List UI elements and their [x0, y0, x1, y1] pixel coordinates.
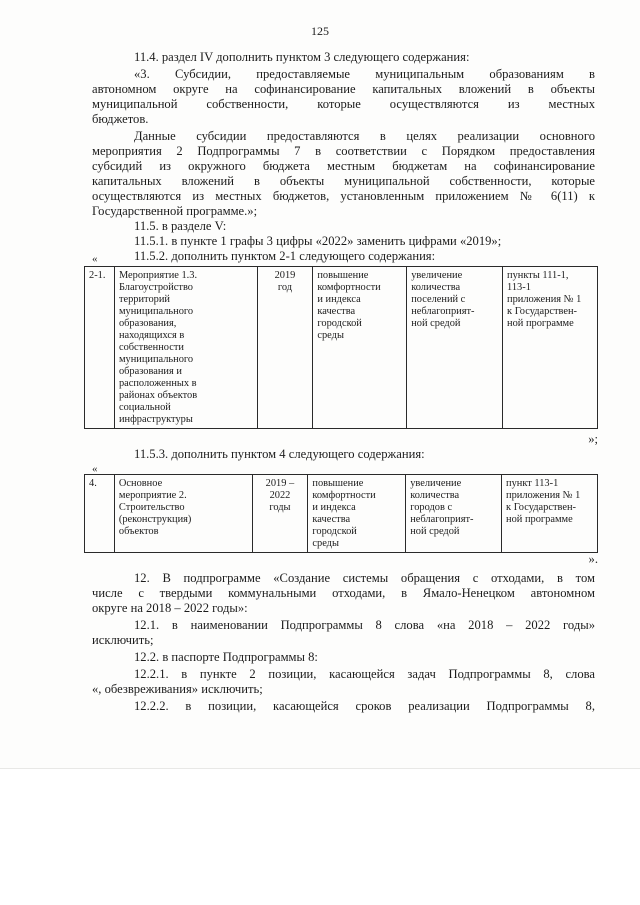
cell-activity-name: Мероприятие 1.3. Благоустройство территорий муниципального образования, находящихся в собственности муниципального образования и расположенных в районах объектов социальной инфраструктуры [114, 267, 257, 429]
quote-paragraph-3-line: муниципальной собственности, которые осуществляются из местных [92, 97, 595, 111]
cell-period: 2019 – 2022 годы [252, 475, 308, 553]
cell-result: увеличение количества городов с неблагоприят- ной средой [406, 475, 502, 553]
close-quote: »; [588, 432, 598, 446]
paragraph-12-2: 12.2. в паспорте Подпрограммы 8: [134, 650, 318, 664]
cell-number: 2-1. [85, 267, 115, 429]
cell-number: 4. [85, 475, 115, 553]
paragraph-11-4: 11.4. раздел IV дополнить пунктом 3 следующего содержания: [134, 50, 470, 64]
cell-activity-name: Основное мероприятие 2. Строительство (реконструкция) объектов [114, 475, 252, 553]
paragraph-12-line: числе с твердыми коммунальными отходами, в Ямало-Ненецком автономном [92, 586, 595, 600]
page-number: 125 [311, 24, 329, 38]
cell-program-points: пункты 111-1, 113-1 приложения № 1 к Государствен- ной программе [503, 267, 598, 429]
paragraph-12-2-1-line: 12.2.1. в пункте 2 позиции, касающейся задач Подпрограммы 8, слова [134, 667, 595, 681]
paragraph-12-2-1-line: «, обезвреживания» исключить; [92, 682, 263, 696]
subsidies-paragraph-line: Данные субсидии предоставляются в целях реализации основного [134, 129, 595, 143]
paragraph-12-line: округе на 2018 – 2022 годы»: [92, 601, 248, 615]
item-11-5-1: 11.5.1. в пункте 1 графы 3 цифры «2022» заменить цифрами «2019»; [134, 234, 502, 248]
quote-paragraph-3-line: бюджетов. [92, 112, 149, 126]
paragraph-12-1-line: исключить; [92, 633, 154, 647]
cell-result: увеличение количества поселений с неблагоприят- ной средой [407, 267, 503, 429]
item-11-5-2: 11.5.2. дополнить пунктом 2-1 следующего содержания: [134, 249, 436, 263]
table-item-2-1 [84, 266, 598, 429]
paragraph-12-1-line: 12.1. в наименовании Подпрограммы 8 слова «на 2018 – 2022 годы» [134, 618, 595, 632]
table-row [85, 475, 598, 553]
cell-program-points: пункт 113-1 приложения № 1 к Государствен- ной программе [502, 475, 598, 553]
table-item-4 [84, 474, 598, 553]
subsidies-paragraph-line: мероприятия 2 Подпрограммы 7 в соответствии с Порядком предоставления [92, 144, 595, 158]
subsidies-paragraph-line: субсидий из окружного бюджета местным бюджетам на софинансирование [92, 159, 595, 173]
quote-paragraph-3-line: автономном округе на софинансирование капитальных вложений в объекты [92, 82, 595, 96]
open-quote: « [92, 253, 98, 265]
cell-indicator: повышение комфортности и индекса качества городской среды [313, 267, 407, 429]
subsidies-paragraph-line: капитальных вложений в объекты муниципальной собственности, которые [92, 174, 595, 188]
open-quote: « [92, 463, 98, 475]
item-11-5: 11.5. в разделе V: [134, 219, 227, 233]
cell-period: 2019 год [257, 267, 313, 429]
subsidies-paragraph-line: Государственной программе.»; [92, 204, 258, 218]
subsidies-paragraph-line: осуществляются из местных бюджетов, установленным приложением № 6(11) к [92, 189, 595, 203]
paragraph-12-2-2-line: 12.2.2. в позиции, касающейся сроков реализации Подпрограммы 8, [134, 699, 595, 713]
quote-paragraph-3-line: «3. Субсидии, предоставляемые муниципальным образованиям в [134, 67, 595, 81]
close-quote: ». [588, 552, 598, 566]
paragraph-12-line: 12. В подпрограмме «Создание системы обращения с отходами, в том [134, 571, 595, 585]
table-row [85, 267, 598, 429]
cell-indicator: повышение комфортности и индекса качества городской среды [308, 475, 406, 553]
item-11-5-3: 11.5.3. дополнить пунктом 4 следующего содержания: [134, 447, 425, 461]
